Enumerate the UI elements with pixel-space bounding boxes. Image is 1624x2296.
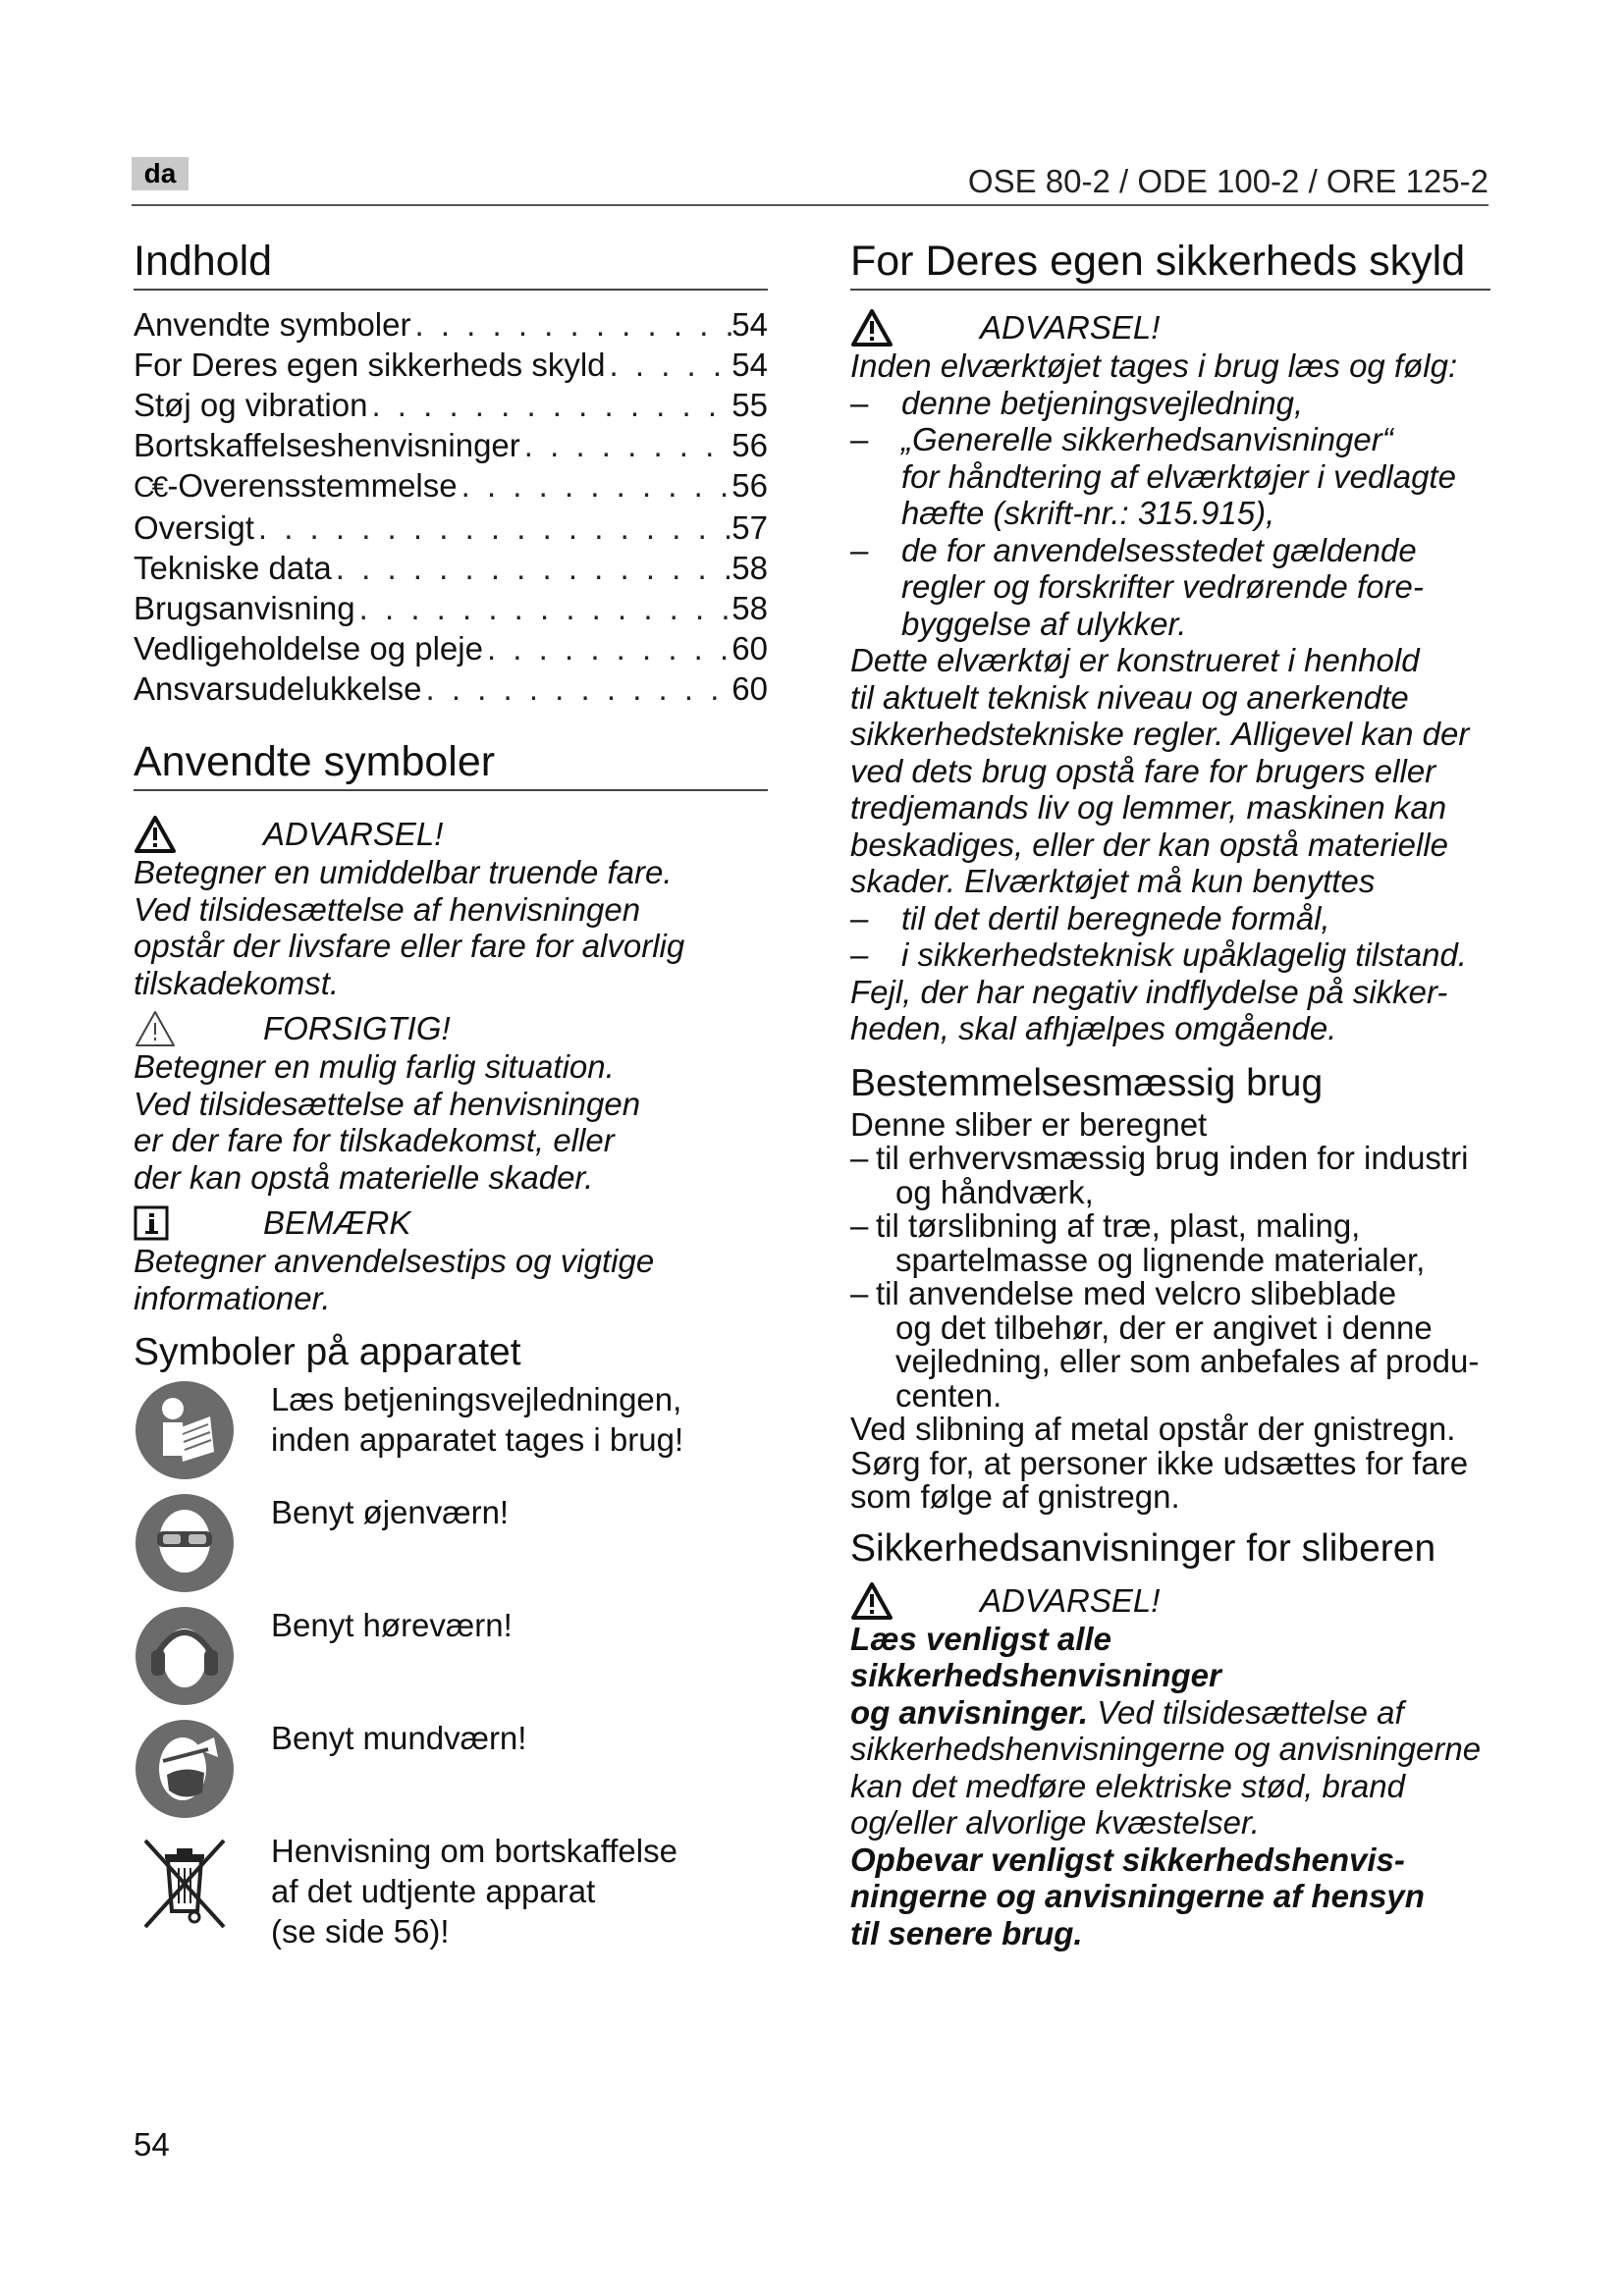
- text-line: [850, 1915, 1490, 1952]
- text-line: Sørg for, at personer ikke udsættes for fare: [850, 1444, 1469, 1481]
- toc-leader: [458, 465, 732, 507]
- list-dash: –: [850, 899, 869, 936]
- note-block-head: [134, 1203, 768, 1243]
- toc-leader: [332, 548, 731, 588]
- warning-label: ADVARSEL!: [980, 309, 1161, 346]
- emphasis: og anvisninger.: [850, 1693, 1089, 1731]
- text-line: for håndtering af elværktøjer i vedlagte: [901, 457, 1456, 495]
- text-line: tilskadekomst.: [134, 964, 340, 1001]
- text-run: Ved tilsidesættelse af: [1088, 1693, 1404, 1731]
- toc-entry[interactable]: [134, 588, 768, 628]
- device-symbol-text: [271, 1492, 509, 1605]
- text-line: Betegner anvendelsestips og vigtige: [134, 1243, 655, 1279]
- intended-use-title: Bestemmelsesmæssig brug: [850, 1061, 1324, 1104]
- model-header: OSE 80-2 / ODE 100-2 / ORE 125-2: [967, 163, 1489, 199]
- toc-leader: [367, 385, 731, 425]
- device-symbol-text: [271, 1379, 683, 1492]
- text-line: til tørslibning af træ, plast, maling,: [876, 1207, 1361, 1244]
- text-run: kan det medføre elektriske stød, brand: [850, 1767, 1405, 1804]
- text-line: [850, 1621, 1490, 1694]
- caution-description: [134, 1048, 768, 1196]
- text-line: og håndværk,: [895, 1173, 1094, 1210]
- text-line: heden, skal afhjælpes omgående.: [850, 1010, 1337, 1046]
- safety-title: For Deres egen sikkerheds skyld: [850, 236, 1490, 291]
- table-of-contents: [134, 304, 768, 709]
- caution-triangle-icon: [134, 1009, 189, 1048]
- warning-label: ADVARSEL!: [263, 816, 444, 852]
- device-symbol-row: [134, 1718, 768, 1831]
- device-symbol-text: [271, 1718, 526, 1831]
- toc-leader: [410, 304, 731, 345]
- text-line: til anvendelse med velcro slibeblade: [876, 1275, 1397, 1311]
- text-line: Læs betjeningsvejledningen,: [271, 1381, 682, 1417]
- text-line: [850, 1694, 1490, 1732]
- toc-leader: [520, 425, 732, 465]
- toc-entry-label: Støj og vibration: [134, 387, 368, 423]
- toc-entry-page: 54: [731, 347, 768, 383]
- emphasis: til senere brug.: [850, 1914, 1083, 1951]
- note-description: [134, 1243, 768, 1316]
- toc-entry-page: 54: [731, 306, 768, 343]
- text-line: [850, 1842, 1490, 1879]
- list-dash: –: [850, 1140, 869, 1176]
- text-line: regler og forskrifter vedrørende fore-: [901, 568, 1424, 605]
- toc-entry-label: Oversigt: [134, 509, 254, 546]
- text-line: opstår der livsfare eller fare for alvorlig: [134, 928, 685, 964]
- toc-entry-label: Anvendte symboler: [134, 306, 411, 343]
- text-line: til det dertil beregnede formål,: [901, 899, 1330, 936]
- toc-leader: [606, 345, 732, 385]
- list-item: [850, 900, 1490, 937]
- safety-text: [850, 347, 1490, 1047]
- ce-mark-icon: C€: [134, 471, 166, 504]
- device-symbol-text: [271, 1605, 513, 1718]
- text-line: og det tilbehør, der er angivet i denne: [895, 1308, 1433, 1346]
- caution-block-head: [134, 1009, 768, 1048]
- disposal-bin-icon: [134, 1831, 240, 1937]
- text-line: til aktuelt teknisk niveau og anerkendte: [850, 678, 1409, 716]
- emphasis: Læs venligst alle sikkerhedshenvisninger: [850, 1620, 1221, 1693]
- note-label: BEMÆRK: [263, 1204, 411, 1241]
- text-line: skader. Elværktøjet må kun benyttes: [850, 863, 1376, 899]
- text-line: inden apparatet tages i brug!: [271, 1421, 684, 1458]
- toc-entry-page: 56: [731, 467, 768, 504]
- right-column: [850, 236, 1490, 1951]
- grinder-safety-text: [850, 1621, 1490, 1952]
- toc-entry[interactable]: [134, 668, 768, 709]
- text-line: [850, 1731, 1490, 1768]
- warning-triangle-icon: [850, 308, 905, 347]
- toc-entry[interactable]: [134, 345, 768, 385]
- toc-leader: [483, 628, 731, 668]
- ear-protection-icon: [134, 1605, 240, 1711]
- safety-warning-head: [850, 308, 1490, 347]
- text-line: til erhvervsmæssig brug inden for industri: [876, 1140, 1469, 1176]
- warning-description: [134, 854, 768, 1001]
- text-line: tredjemands liv og lemmer, maskinen kan: [850, 789, 1447, 826]
- list-item: [850, 421, 1490, 532]
- caution-label: FORSIGTIG!: [263, 1010, 451, 1046]
- grinder-safety-title: Sikkerhedsanvisninger for sliberen: [850, 1526, 1436, 1570]
- list-item: [850, 1209, 1490, 1277]
- text-line: Benyt høreværn!: [271, 1607, 513, 1643]
- list-dash: –: [850, 1207, 869, 1244]
- text-line: de for anvendelsesstedet gældende: [901, 531, 1417, 568]
- toc-title: Indhold: [134, 236, 768, 291]
- warning-triangle-icon: [134, 815, 189, 854]
- text-line: spartelmasse og lignende materialer,: [895, 1241, 1426, 1278]
- list-item: [850, 1142, 1490, 1209]
- list-item: [850, 1277, 1490, 1413]
- text-line: vejledning, eller som anbefales af produ-: [895, 1343, 1480, 1379]
- toc-leader: [422, 668, 732, 709]
- text-line: byggelse af ulykker.: [901, 605, 1187, 642]
- toc-entry-page: 60: [731, 670, 768, 707]
- toc-entry-label: For Deres egen sikkerheds skyld: [134, 347, 606, 383]
- toc-entry-label: Ansvarsudelukkelse: [134, 670, 422, 707]
- page-number: 54: [134, 2126, 170, 2163]
- text-line: sikkerhedstekniske regler. Alligevel kan der: [850, 716, 1470, 752]
- list-item: [850, 385, 1490, 422]
- toc-entry[interactable]: [134, 425, 768, 465]
- toc-leader: [355, 588, 732, 628]
- emphasis: Opbevar venligst sikkerhedshenvis-: [850, 1841, 1405, 1878]
- text-line: Ved slibning af metal opstår der gnistregn.: [850, 1411, 1456, 1447]
- text-run: sikkerhedshenvisningerne og anvisningerne: [850, 1731, 1482, 1767]
- toc-entry-page: 58: [731, 590, 768, 626]
- toc-entry-label: Brugsanvisning: [134, 590, 355, 626]
- device-symbol-row: [134, 1831, 768, 1951]
- text-line: „Generelle sikkerhedsanvisninger“: [901, 421, 1393, 457]
- list-dash: –: [850, 421, 869, 457]
- eye-protection-icon: [134, 1492, 240, 1598]
- text-line: Dette elværktøj er konstrueret i henhold: [850, 642, 1420, 678]
- toc-leader: [254, 507, 731, 548]
- language-badge: da: [132, 157, 189, 190]
- toc-entry-label: Bortskaffelseshenvisninger: [134, 427, 520, 463]
- read-manual-icon: [134, 1379, 240, 1485]
- toc-entry[interactable]: [134, 628, 768, 668]
- left-column: [134, 236, 768, 1951]
- text-line: (se side 56)!: [271, 1913, 450, 1949]
- text-line: [850, 1804, 1490, 1842]
- toc-entry[interactable]: [134, 385, 768, 425]
- text-line: er der fare for tilskadekomst, eller: [134, 1122, 615, 1158]
- grinder-warning-head: [850, 1581, 1490, 1621]
- text-line: Ved tilsidesættelse af henvisningen: [134, 890, 641, 928]
- toc-entry-page: 56: [731, 427, 768, 463]
- text-line: som følge af gnistregn.: [850, 1478, 1180, 1515]
- text-line: Betegner en mulig farlig situation.: [134, 1048, 615, 1085]
- list-dash: –: [850, 531, 869, 568]
- toc-entry-label: Vedligeholdelse og pleje: [134, 630, 483, 667]
- emphasis: ningerne og anvisningerne af hensyn: [850, 1878, 1425, 1914]
- text-line: hæfte (skrift-nr.: 315.915),: [901, 495, 1275, 531]
- text-line: [850, 1878, 1490, 1915]
- symbols-title: Anvendte symboler: [134, 736, 768, 791]
- text-line: informationer.: [134, 1279, 331, 1316]
- text-line: i sikkerhedsteknisk upåklagelig tilstand.: [901, 936, 1467, 973]
- warning-label: ADVARSEL!: [980, 1581, 1161, 1619]
- toc-entry-page: 57: [731, 509, 768, 546]
- toc-entry-page: 55: [731, 387, 768, 423]
- toc-entry-label: Tekniske data: [134, 550, 332, 586]
- text-line: Henvisning om bortskaffelse: [271, 1833, 677, 1869]
- list-dash: –: [850, 1275, 869, 1311]
- list-dash: –: [850, 384, 869, 421]
- text-run: og/eller alvorlige kvæstelser.: [850, 1804, 1260, 1841]
- info-box-icon: [134, 1203, 189, 1243]
- toc-entry[interactable]: [134, 304, 768, 345]
- list-item: [850, 532, 1490, 643]
- device-symbol-row: [134, 1379, 768, 1492]
- intended-use-text: [850, 1105, 1490, 1515]
- warning-block-head: [134, 815, 768, 854]
- mask-icon: [134, 1718, 240, 1824]
- device-symbol-row: [134, 1605, 768, 1718]
- toc-entry[interactable]: [134, 548, 768, 588]
- text-line: Benyt øjenværn!: [271, 1494, 510, 1530]
- text-line: der kan opstå materielle skader.: [134, 1158, 594, 1196]
- text-line: af det udtjente apparat: [271, 1873, 596, 1909]
- text-line: Ved tilsidesættelse af henvisningen: [134, 1085, 641, 1122]
- header-divider: [132, 204, 1489, 206]
- warning-triangle-icon: [850, 1581, 905, 1621]
- toc-entry-label-text: -Overensstemmelse: [167, 467, 458, 504]
- toc-entry-page: 58: [731, 550, 768, 586]
- text-line: ved dets brug opstå fare for brugers eller: [850, 752, 1436, 789]
- toc-entry-label: [134, 465, 458, 507]
- toc-entry-page: 60: [731, 630, 768, 667]
- text-line: Denne sliber er beregnet: [850, 1105, 1208, 1143]
- text-line: Fejl, der har negativ indflydelse på sikker-: [850, 973, 1448, 1010]
- text-line: Benyt mundværn!: [271, 1720, 527, 1756]
- text-line: centen.: [895, 1376, 1002, 1414]
- text-line: Inden elværktøjet tages i brug læs og følg:: [850, 347, 1458, 384]
- toc-entry[interactable]: [134, 507, 768, 548]
- text-line: [850, 1768, 1490, 1805]
- device-symbol-text: [271, 1831, 677, 1951]
- text-line: denne betjeningsvejledning,: [901, 384, 1304, 421]
- device-symbol-row: [134, 1492, 768, 1605]
- text-line: Betegner en umiddelbar truende fare.: [134, 854, 673, 890]
- text-line: beskadiges, eller der kan opstå materielle: [850, 826, 1449, 863]
- list-item: [850, 936, 1490, 974]
- toc-entry[interactable]: [134, 465, 768, 507]
- device-symbols-title: Symboler på apparatet: [134, 1331, 521, 1373]
- list-dash: –: [850, 936, 869, 973]
